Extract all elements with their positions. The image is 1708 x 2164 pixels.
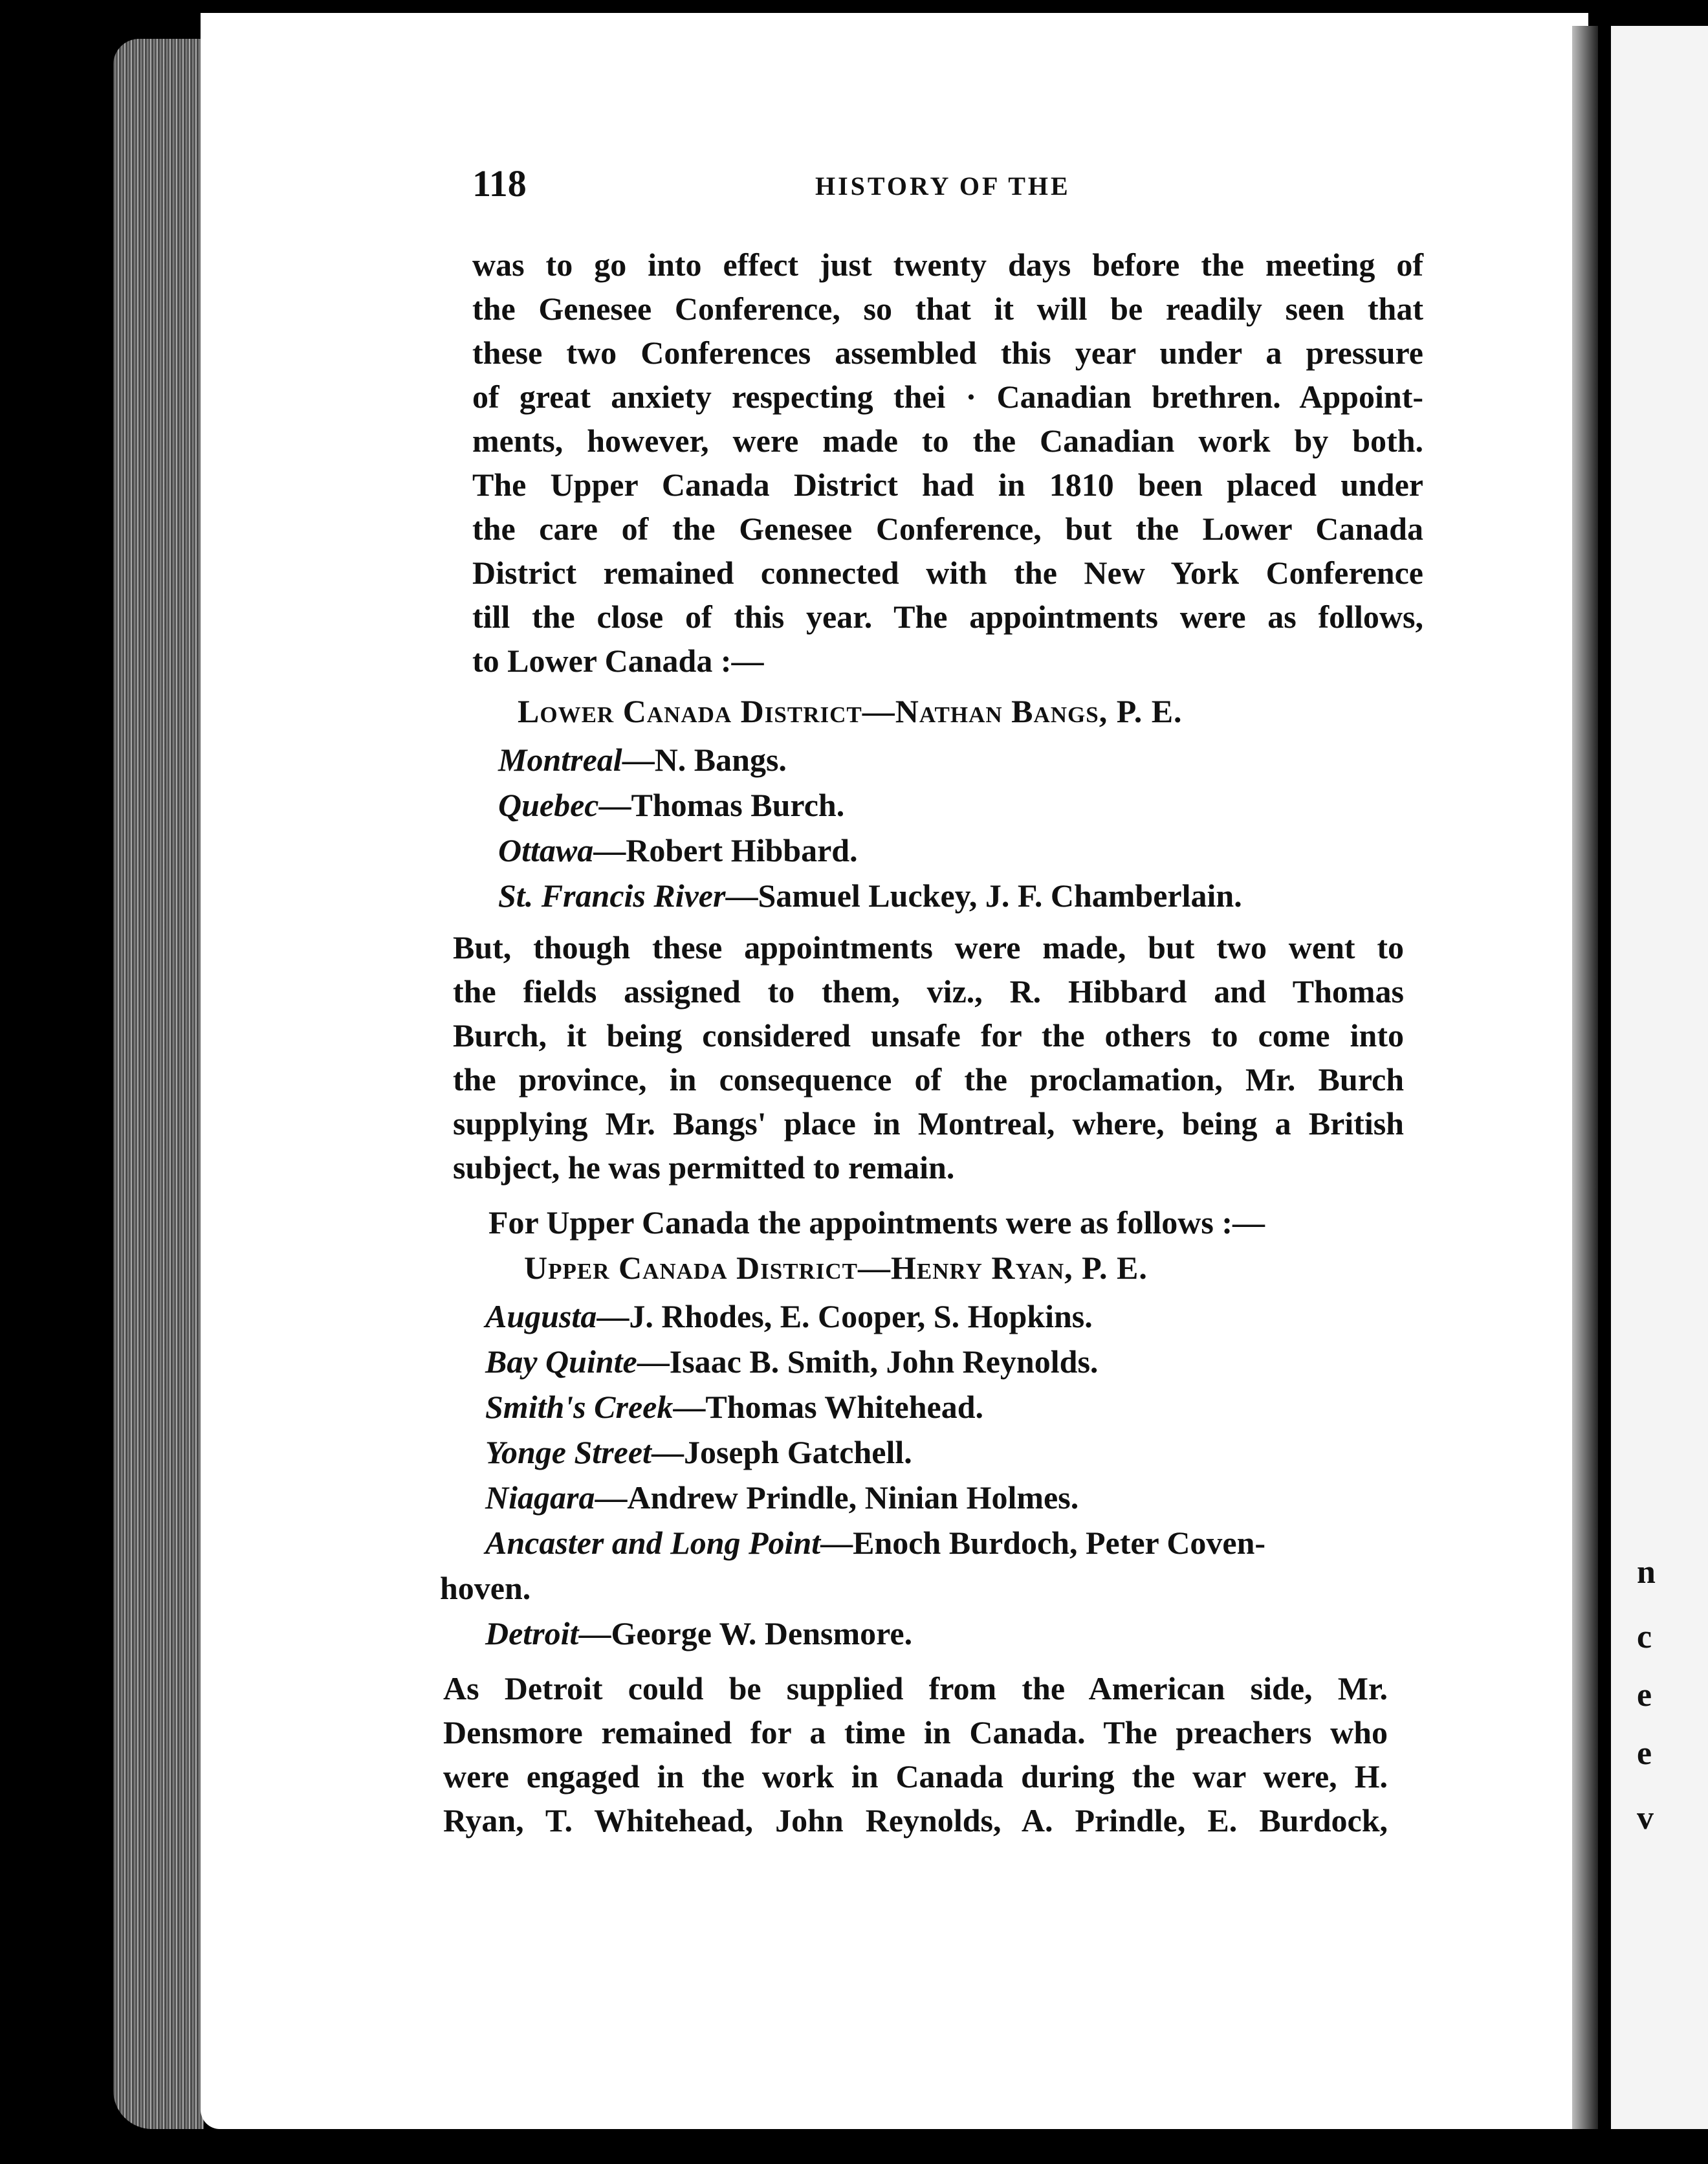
- district-heading: Lower Canada District—Nathan Bangs, P. E.: [518, 693, 1183, 729]
- preacher-names: —George W. Densmore.: [578, 1615, 913, 1651]
- preacher-names: —Andrew Prindle, Ninian Holmes.: [595, 1479, 1079, 1516]
- place-name: Niagara: [485, 1479, 595, 1516]
- preacher-names: —Enoch Burdoch, Peter Coven-: [820, 1525, 1266, 1561]
- text-line: But, though these appointments were made, but two went to: [453, 929, 1404, 966]
- text-line: the fields assigned to them, viz., R. Hibbard and Thomas: [453, 973, 1404, 1010]
- preacher-names: —Thomas Whitehead.: [673, 1389, 984, 1425]
- upper-canada-intro: [488, 1200, 1265, 1244]
- text-line: District remained connected with the New York Conference: [472, 555, 1423, 591]
- appointment-entry: [485, 1521, 1265, 1566]
- running-head: HISTORY OF THE: [815, 171, 1071, 201]
- text-line: Ryan, T. Whitehead, John Reynolds, A. Prindle, E. Burdock,: [443, 1802, 1388, 1838]
- place-name: Ancaster and Long Point: [485, 1525, 821, 1561]
- text-line: Burch, it being considered unsafe for the others to come into: [453, 1017, 1404, 1054]
- next-page-fragment: e: [1637, 1735, 1652, 1772]
- text-line: was to go into effect just twenty days before the meeting of: [472, 247, 1423, 283]
- text-line: the Genesee Conference, so that it will be readily seen that: [472, 291, 1423, 327]
- preacher-names: —J. Rhodes, E. Cooper, S. Hopkins.: [597, 1298, 1093, 1334]
- place-name: Bay Quinte: [485, 1343, 637, 1380]
- paragraph-3: [443, 1666, 1388, 1842]
- text-line: supplying Mr. Bangs' place in Montreal, where, being a British: [453, 1105, 1404, 1142]
- next-page-edge: [1611, 26, 1708, 2129]
- place-name: Detroit: [485, 1615, 579, 1651]
- district-heading: Upper Canada District—Henry Ryan, P. E.: [524, 1250, 1148, 1286]
- preacher-names: —Robert Hibbard.: [593, 832, 858, 868]
- place-name: Ottawa: [498, 832, 594, 868]
- next-page-fragment: n: [1637, 1554, 1656, 1591]
- paragraph-2: [453, 925, 1404, 1189]
- appointment-entry: [440, 1566, 1265, 1611]
- appointment-entry: [485, 1430, 1265, 1475]
- text-line: these two Conferences assembled this year under a pressure: [472, 335, 1423, 371]
- appointment-entry: [485, 1611, 1265, 1657]
- book-edge: [113, 39, 204, 2129]
- intro-line: For Upper Canada the appointments were as follows :—: [488, 1204, 1265, 1241]
- next-page-fragment: v: [1637, 1800, 1654, 1837]
- appointment-entry: [485, 1385, 1265, 1430]
- preacher-names: —Samuel Luckey, J. F. Chamberlain.: [725, 878, 1242, 914]
- text-line: were engaged in the work in Canada during the war were, H.: [443, 1758, 1388, 1794]
- next-page-fragment: c: [1637, 1618, 1652, 1655]
- text-line: subject, he was permitted to remain.: [453, 1149, 955, 1186]
- text-line: The Upper Canada District had in 1810 been placed under: [472, 467, 1423, 503]
- lower-canada-district-heading: [518, 689, 1183, 733]
- preacher-names: —N. Bangs.: [622, 742, 787, 778]
- text-line: the care of the Genesee Conference, but the Lower Canada: [472, 511, 1423, 547]
- text-line: the province, in consequence of the proclamation, Mr. Burch: [453, 1061, 1404, 1098]
- place-name: St. Francis River: [498, 878, 726, 914]
- text-line: Densmore remained for a time in Canada. The preachers who: [443, 1714, 1388, 1750]
- upper-canada-appointments: [440, 1294, 1266, 1657]
- appointment-entry: [485, 1475, 1265, 1521]
- place-name: Augusta: [485, 1298, 597, 1334]
- preacher-names: hoven.: [440, 1570, 531, 1606]
- appointment-entry: [498, 828, 1242, 874]
- appointment-entry: [485, 1294, 1265, 1340]
- preacher-names: —Thomas Burch.: [598, 787, 845, 823]
- page-number: 118: [472, 162, 527, 204]
- next-page-fragment: e: [1637, 1677, 1652, 1714]
- text-line: As Detroit could be supplied from the American side, Mr.: [443, 1670, 1388, 1706]
- appointment-entry: [485, 1340, 1265, 1385]
- appointment-entry: [498, 783, 1242, 828]
- upper-canada-district-heading: [524, 1246, 1148, 1290]
- place-name: Quebec: [498, 787, 599, 823]
- preacher-names: —Isaac B. Smith, John Reynolds.: [637, 1343, 1099, 1380]
- text-line: to Lower Canada :—: [472, 643, 764, 679]
- text-line: ments, however, were made to the Canadian work by both.: [472, 423, 1423, 459]
- page-header: [472, 162, 1443, 207]
- paragraph-1: [472, 243, 1423, 683]
- text-line: till the close of this year. The appointments were as follows,: [472, 599, 1423, 635]
- appointment-entry: [498, 738, 1242, 783]
- preacher-names: —Joseph Gatchell.: [651, 1434, 912, 1470]
- place-name: Yonge Street: [485, 1434, 651, 1470]
- page-gutter: [1572, 26, 1598, 2129]
- text-line: of great anxiety respecting thei · Canadian brethren. Appoint-: [472, 379, 1423, 415]
- place-name: Montreal: [498, 742, 622, 778]
- appointment-entry: [498, 874, 1242, 919]
- lower-canada-appointments: [498, 738, 1242, 919]
- place-name: Smith's Creek: [485, 1389, 673, 1425]
